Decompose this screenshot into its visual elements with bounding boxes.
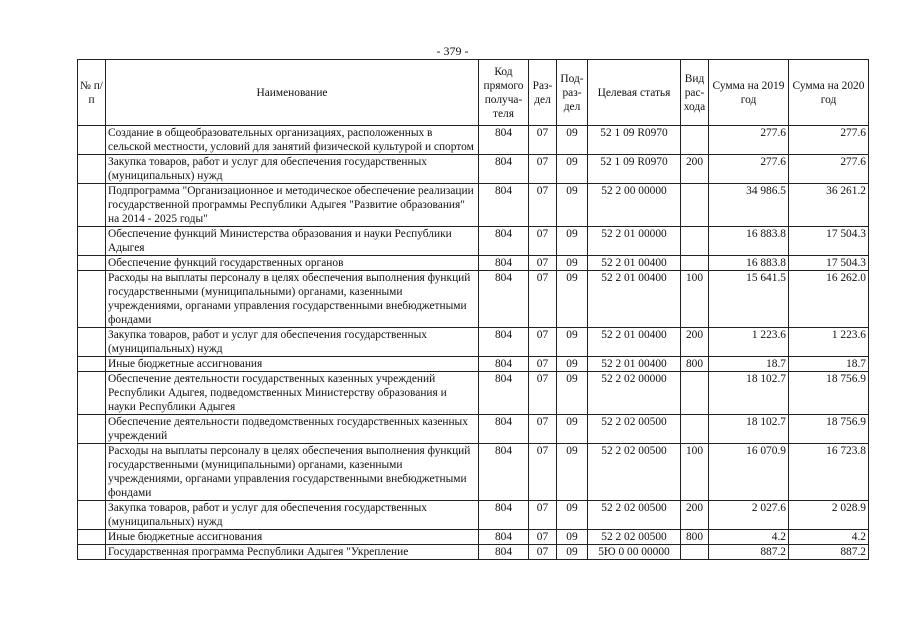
cell-exptype: [681, 415, 709, 444]
cell-code: 804: [479, 256, 529, 271]
cell-sum2019: 16 883.8: [709, 227, 789, 256]
cell-num: [78, 256, 106, 271]
cell-code: 804: [479, 271, 529, 328]
cell-name: Обеспечение деятельности государственных казенных учреждений Республики Адыгея, подведомственных Министерству образования и науки Республики Адыгея: [106, 372, 479, 415]
header-sum2020: Сумма на 2020 год: [789, 60, 869, 126]
cell-subsection: 09: [557, 256, 588, 271]
cell-name: Обеспечение функций Министерства образования и науки Республики Адыгея: [106, 227, 479, 256]
cell-section: 07: [529, 155, 557, 184]
cell-sum2020: 887.2: [789, 545, 869, 560]
cell-sum2020: 18.7: [789, 357, 869, 372]
table-row: [78, 256, 869, 271]
cell-name: Расходы на выплаты персоналу в целях обеспечения выполнения функций государственными (муниципальными) органами, казенными учреждениями, органами управления государственными внебюджетными фондами: [106, 444, 479, 501]
cell-section: 07: [529, 227, 557, 256]
cell-target: 52 2 01 00400: [588, 328, 681, 357]
table-row: [78, 357, 869, 372]
header-name: Наименование: [106, 60, 479, 126]
cell-subsection: 09: [557, 415, 588, 444]
cell-section: 07: [529, 271, 557, 328]
cell-exptype: 800: [681, 530, 709, 545]
cell-target: 52 2 01 00400: [588, 271, 681, 328]
cell-target: 52 1 09 R0970: [588, 126, 681, 155]
cell-target: 52 2 00 00000: [588, 184, 681, 227]
cell-sum2020: 17 504.3: [789, 256, 869, 271]
cell-num: [78, 415, 106, 444]
cell-sum2019: 16 070.9: [709, 444, 789, 501]
cell-name: Расходы на выплаты персоналу в целях обеспечения выполнения функций государственными (муниципальными) органами, казенными учреждениями, органами управления государственными внебюджетными фондами: [106, 271, 479, 328]
cell-subsection: 09: [557, 271, 588, 328]
cell-sum2019: 277.6: [709, 126, 789, 155]
table-row: [78, 328, 869, 357]
cell-name: Иные бюджетные ассигнования: [106, 357, 479, 372]
cell-code: 804: [479, 227, 529, 256]
cell-num: [78, 227, 106, 256]
table-row: [78, 415, 869, 444]
header-section: Раз-дел: [529, 60, 557, 126]
cell-target: 52 2 01 00000: [588, 227, 681, 256]
cell-sum2019: 887.2: [709, 545, 789, 560]
cell-code: 804: [479, 545, 529, 560]
cell-exptype: 200: [681, 501, 709, 530]
cell-sum2020: 18 756.9: [789, 372, 869, 415]
cell-sum2020: 2 028.9: [789, 501, 869, 530]
cell-sum2019: 34 986.5: [709, 184, 789, 227]
table-row: [78, 545, 869, 560]
table-body: [78, 126, 869, 560]
cell-section: 07: [529, 530, 557, 545]
cell-sum2020: 36 261.2: [789, 184, 869, 227]
table-row: [78, 271, 869, 328]
cell-target: 52 1 09 R0970: [588, 155, 681, 184]
cell-section: 07: [529, 256, 557, 271]
cell-code: 804: [479, 155, 529, 184]
cell-subsection: 09: [557, 155, 588, 184]
cell-exptype: 800: [681, 357, 709, 372]
header-target: Целевая статья: [588, 60, 681, 126]
cell-sum2020: 16 723.8: [789, 444, 869, 501]
cell-sum2020: 4.2: [789, 530, 869, 545]
cell-num: [78, 372, 106, 415]
cell-section: 07: [529, 126, 557, 155]
cell-target: 52 2 01 00400: [588, 357, 681, 372]
cell-num: [78, 357, 106, 372]
cell-name: Государственная программа Республики Адыгея "Укрепление: [106, 545, 479, 560]
cell-code: 804: [479, 357, 529, 372]
cell-name: Обеспечение деятельности подведомственных государственных казенных учреждений: [106, 415, 479, 444]
table-row: [78, 126, 869, 155]
cell-exptype: [681, 126, 709, 155]
cell-target: 52 2 02 00000: [588, 372, 681, 415]
cell-subsection: 09: [557, 444, 588, 501]
cell-exptype: [681, 184, 709, 227]
cell-code: 804: [479, 501, 529, 530]
page-number: - 379 -: [436, 44, 469, 58]
header-sum2019: Сумма на 2019 год: [709, 60, 789, 126]
cell-target: 52 2 02 00500: [588, 501, 681, 530]
header-code: Код прямого получа-теля: [479, 60, 529, 126]
cell-name: Создание в общеобразовательных организациях, расположенных в сельской местности, условий для занятий физической культурой и спортом: [106, 126, 479, 155]
cell-num: [78, 501, 106, 530]
cell-target: 52 2 02 00500: [588, 444, 681, 501]
cell-exptype: 200: [681, 328, 709, 357]
cell-sum2020: 1 223.6: [789, 328, 869, 357]
cell-sum2020: 17 504.3: [789, 227, 869, 256]
cell-name: Закупка товаров, работ и услуг для обеспечения государственных (муниципальных) нужд: [106, 155, 479, 184]
header-subsection: Под-раз-дел: [557, 60, 588, 126]
cell-subsection: 09: [557, 501, 588, 530]
cell-sum2019: 277.6: [709, 155, 789, 184]
cell-exptype: 200: [681, 155, 709, 184]
cell-subsection: 09: [557, 328, 588, 357]
cell-num: [78, 530, 106, 545]
cell-sum2019: 2 027.6: [709, 501, 789, 530]
cell-sum2019: 16 883.8: [709, 256, 789, 271]
table-row: [78, 501, 869, 530]
cell-sum2020: 277.6: [789, 155, 869, 184]
cell-section: 07: [529, 357, 557, 372]
cell-sum2019: 4.2: [709, 530, 789, 545]
cell-target: 5Ю 0 00 00000: [588, 545, 681, 560]
cell-num: [78, 328, 106, 357]
cell-code: 804: [479, 372, 529, 415]
budget-table: [77, 59, 869, 560]
cell-num: [78, 271, 106, 328]
cell-sum2019: 1 223.6: [709, 328, 789, 357]
cell-num: [78, 184, 106, 227]
table-header: [78, 60, 869, 126]
cell-subsection: 09: [557, 372, 588, 415]
cell-exptype: 100: [681, 271, 709, 328]
cell-name: Иные бюджетные ассигнования: [106, 530, 479, 545]
table-row: [78, 227, 869, 256]
table-row: [78, 372, 869, 415]
cell-num: [78, 444, 106, 501]
cell-code: 804: [479, 184, 529, 227]
cell-exptype: 100: [681, 444, 709, 501]
cell-sum2019: 18.7: [709, 357, 789, 372]
cell-target: 52 2 01 00400: [588, 256, 681, 271]
cell-target: 52 2 02 00500: [588, 415, 681, 444]
cell-num: [78, 126, 106, 155]
cell-subsection: 09: [557, 357, 588, 372]
cell-target: 52 2 02 00500: [588, 530, 681, 545]
cell-sum2019: 15 641.5: [709, 271, 789, 328]
cell-subsection: 09: [557, 530, 588, 545]
cell-code: 804: [479, 328, 529, 357]
cell-exptype: [681, 227, 709, 256]
cell-sum2020: 277.6: [789, 126, 869, 155]
header-exptype: Вид рас-хода: [681, 60, 709, 126]
cell-exptype: [681, 372, 709, 415]
cell-code: 804: [479, 126, 529, 155]
table-row: [78, 155, 869, 184]
cell-sum2020: 16 262.0: [789, 271, 869, 328]
cell-sum2019: 18 102.7: [709, 415, 789, 444]
cell-subsection: 09: [557, 227, 588, 256]
cell-num: [78, 155, 106, 184]
header-num: № п/п: [78, 60, 106, 126]
table-row: [78, 184, 869, 227]
cell-section: 07: [529, 372, 557, 415]
cell-section: 07: [529, 545, 557, 560]
cell-code: 804: [479, 444, 529, 501]
cell-section: 07: [529, 444, 557, 501]
cell-sum2020: 18 756.9: [789, 415, 869, 444]
cell-section: 07: [529, 501, 557, 530]
cell-sum2019: 18 102.7: [709, 372, 789, 415]
cell-num: [78, 545, 106, 560]
cell-section: 07: [529, 415, 557, 444]
cell-section: 07: [529, 184, 557, 227]
cell-section: 07: [529, 328, 557, 357]
cell-subsection: 09: [557, 545, 588, 560]
cell-code: 804: [479, 415, 529, 444]
table-row: [78, 530, 869, 545]
cell-exptype: [681, 545, 709, 560]
cell-name: Подпрограмма "Организационное и методическое обеспечение реализации государственной программы Республики Адыгея "Развитие образования" на 2014 - 2025 годы": [106, 184, 479, 227]
cell-name: Закупка товаров, работ и услуг для обеспечения государственных (муниципальных) нужд: [106, 501, 479, 530]
table-row: [78, 444, 869, 501]
cell-subsection: 09: [557, 126, 588, 155]
cell-name: Обеспечение функций государственных органов: [106, 256, 479, 271]
cell-subsection: 09: [557, 184, 588, 227]
cell-name: Закупка товаров, работ и услуг для обеспечения государственных (муниципальных) нужд: [106, 328, 479, 357]
cell-code: 804: [479, 530, 529, 545]
cell-exptype: [681, 256, 709, 271]
